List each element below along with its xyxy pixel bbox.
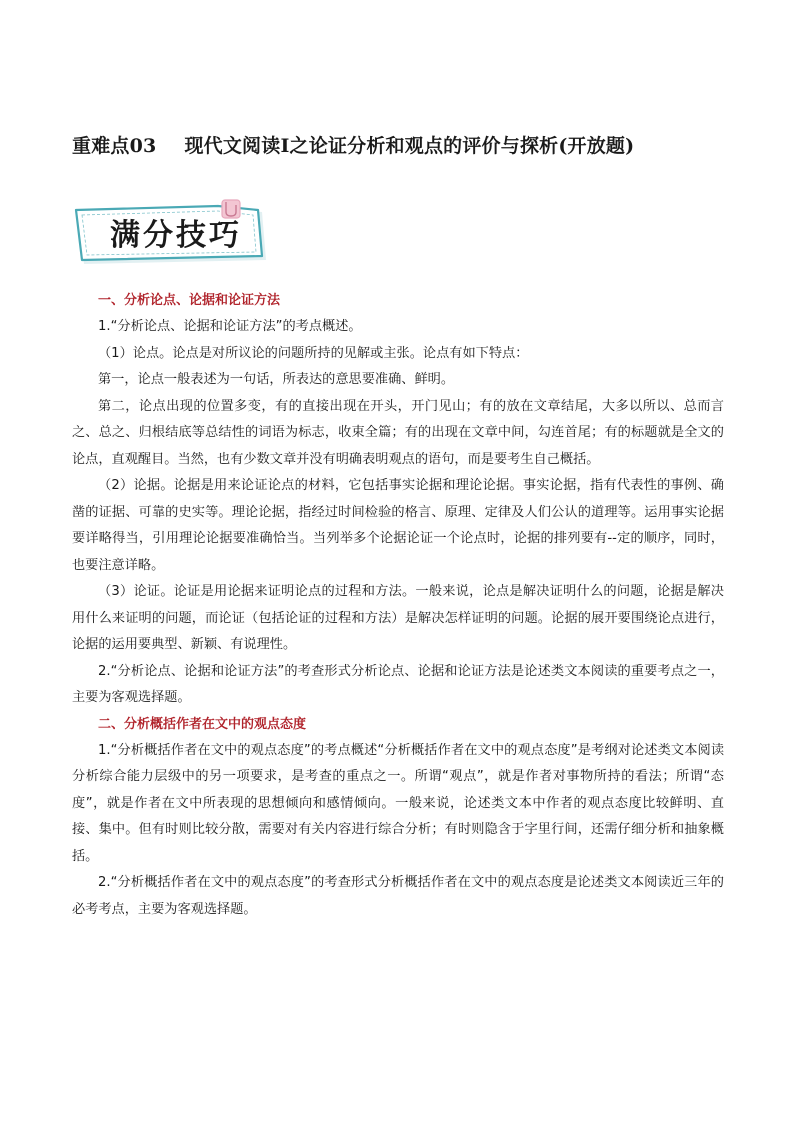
title-text: 现代文阅读I之论证分析和观点的评价与探析(开放题) — [184, 135, 635, 157]
paragraph: 1.“分析论点、论据和论证方法”的考点概述。 — [98, 319, 362, 334]
section-badge — [72, 198, 272, 270]
paragraph: （3）论证。论证是用论据来证明论点的过程和方法。一般来说，论点是解决证明什么的问题，论据是解决用什么来证明的问题，而论证（包括论证的过程和方法）是解决怎样证明的问题。论据的展开要围绕论点进行，论据的运用要典型、新颖、有说理性。 — [72, 584, 724, 652]
paragraph: 2.“分析概括作者在文中的观点态度”的考查形式分析概括作者在文中的观点态度是论述类文本阅读近三年的必考考点，主要为客观选择题。 — [72, 875, 724, 917]
document-body — [72, 288, 724, 923]
paragraph: （1）论点。论点是对所议论的问题所持的见解或主张。论点有如下特点： — [98, 345, 529, 361]
paragraph: 1.“分析概括作者在文中的观点态度”的考点概述“分析概括作者在文中的观点态度”是考纲对论述类文本阅读分析综合能力层级中的另一项要求，是考查的重点之一。所谓“观点”，就是作者对事物所持的看法；所谓“态度”，就是作者在文中所表现的思想倾向和感情倾向。一般来说，论述类文本中作者的观点态度比较鲜明、直接、集中。但有时则比较分散，需要对有关内容进行综合分析；有时则隐含于字里行间，还需仔细分析和抽象概括。 — [72, 742, 724, 864]
paragraph: 第一，论点一般表述为一句话，所表达的意思要准确、鲜明。 — [98, 372, 455, 387]
section-1 — [72, 288, 724, 712]
title-code: 重难点03 — [72, 135, 157, 157]
paragraph: （2）论据。论据是用来论证论点的材料，它包括事实论据和理论论据。事实论据，指有代表性的事例、确凿的证据、可靠的史实等。理论论据，指经过时间检验的格言、原理、定律及人们公认的道理等。运用事实论据要详略得当，引用理论论据要准确恰当。当列举多个论据论证一个论点时，论据的排列要有--定的顺序，同时，也要注意详略。 — [72, 478, 724, 573]
section-heading: 一、分析论点、论据和论证方法 — [98, 293, 281, 308]
section-heading: 二、分析概括作者在文中的观点态度 — [98, 716, 307, 732]
page-title — [72, 132, 732, 160]
section-2 — [72, 712, 724, 924]
paragraph: 2.“分析论点、论据和论证方法”的考查形式分析论点、论据和论证方法是论述类文本阅读的重要考点之一，主要为客观选择题。 — [72, 663, 724, 705]
badge-label: 满分技巧 — [110, 218, 242, 253]
paragraph: 第二，论点出现的位置多变，有的直接出现在开头，开门见山；有的放在文章结尾，大多以所以、总而言之、总之、归根结底等总结性的词语为标志，收束全篇；有的出现在文章中间，勾连首尾；有的标题就是全文的论点，直观醒目。当然，也有少数文章并没有明确表明观点的语句，而是要考生自己概括。 — [72, 398, 724, 467]
